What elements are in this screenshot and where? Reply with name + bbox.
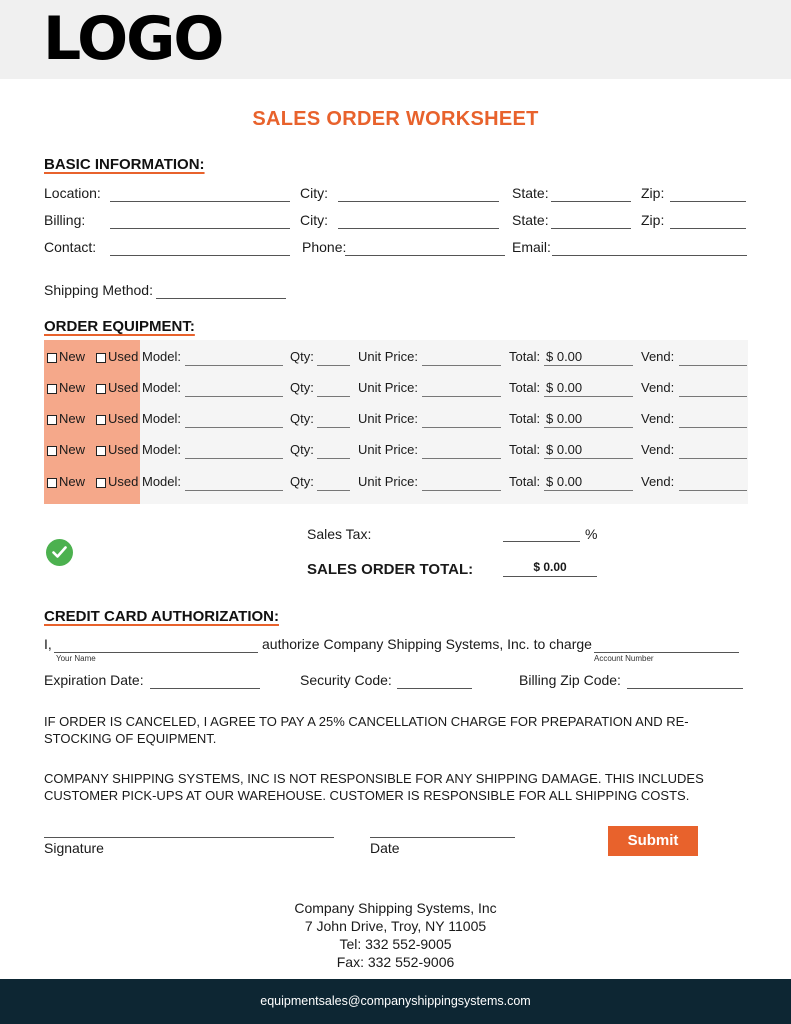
new-checkbox[interactable]	[47, 353, 57, 363]
row-total-underline	[544, 458, 633, 459]
submit-button[interactable]: Submit	[608, 826, 698, 856]
total-label: Total:	[509, 349, 541, 364]
vend-label: Vend:	[641, 442, 675, 457]
row-total-underline	[544, 490, 633, 491]
total-label: Total:	[509, 380, 541, 395]
new-label: New	[59, 474, 86, 489]
qty-label: Qty:	[290, 349, 314, 364]
used-label: Used	[108, 411, 139, 426]
model-input[interactable]	[185, 427, 283, 428]
cancellation-terms: IF ORDER IS CANCELED, I AGREE TO PAY A 25% CANCELLATION CHARGE FOR PREPARATION AND RE-STOCKING OF EQUIPMENT.	[44, 714, 689, 746]
your-name-input[interactable]	[54, 635, 258, 653]
billing-zip-input[interactable]	[670, 211, 746, 229]
unit-price-label: Unit Price:	[358, 349, 418, 364]
row-total-underline	[544, 427, 633, 428]
row-total-underline	[544, 396, 633, 397]
equipment-row	[44, 438, 748, 469]
shipping-method-input[interactable]	[156, 281, 286, 299]
billing-zip-code-input[interactable]	[627, 671, 743, 689]
location-zip-input[interactable]	[670, 184, 746, 202]
vend-input[interactable]	[679, 365, 747, 366]
model-input[interactable]	[185, 490, 283, 491]
used-label: Used	[108, 474, 139, 489]
zip-label: Zip:	[641, 212, 665, 228]
unit-price-label: Unit Price:	[358, 411, 418, 426]
model-label: Model:	[142, 474, 182, 489]
qty-input[interactable]	[317, 365, 350, 366]
your-name-caption: Your Name	[56, 654, 96, 663]
vend-label: Vend:	[641, 380, 675, 395]
equipment-row	[44, 376, 748, 407]
used-checkbox[interactable]	[96, 478, 106, 488]
new-label: New	[59, 442, 86, 457]
sales-order-total-value: $ 0.00	[533, 560, 567, 574]
shipping-method-label: Shipping Method:	[44, 282, 153, 298]
billing-input[interactable]	[110, 211, 290, 229]
new-checkbox[interactable]	[47, 446, 57, 456]
unit-price-input[interactable]	[422, 490, 501, 491]
basic-info-heading: BASIC INFORMATION:	[44, 156, 205, 173]
footer-email[interactable]: equipmentsales@companyshippingsystems.com	[260, 994, 531, 1008]
equipment-row	[44, 470, 748, 501]
used-checkbox[interactable]	[96, 384, 106, 394]
security-code-input[interactable]	[397, 671, 472, 689]
billing-city-input[interactable]	[338, 211, 499, 229]
used-checkbox[interactable]	[96, 446, 106, 456]
unit-price-input[interactable]	[422, 396, 501, 397]
model-label: Model:	[142, 349, 182, 364]
state-label: State:	[512, 185, 549, 201]
contact-input[interactable]	[110, 238, 290, 256]
model-label: Model:	[142, 411, 182, 426]
city-label: City:	[300, 185, 328, 201]
new-label: New	[59, 380, 86, 395]
credit-card-heading: CREDIT CARD AUTHORIZATION:	[44, 608, 279, 625]
email-label: Email:	[512, 239, 551, 255]
sales-order-total-label: SALES ORDER TOTAL:	[307, 561, 474, 578]
row-total-underline	[544, 365, 633, 366]
total-underline	[503, 576, 597, 577]
expiration-date-label: Expiration Date:	[44, 672, 144, 688]
expiration-date-input[interactable]	[150, 671, 260, 689]
check-icon	[46, 539, 73, 566]
equipment-row	[44, 345, 748, 376]
percent-sign: %	[585, 526, 598, 542]
phone-input[interactable]	[345, 238, 505, 256]
date-input[interactable]	[370, 820, 515, 838]
new-checkbox[interactable]	[47, 478, 57, 488]
vend-input[interactable]	[679, 396, 747, 397]
unit-price-label: Unit Price:	[358, 442, 418, 457]
row-total-value: $ 0.00	[546, 474, 583, 489]
qty-label: Qty:	[290, 474, 314, 489]
unit-price-label: Unit Price:	[358, 474, 418, 489]
used-label: Used	[108, 349, 139, 364]
billing-label: Billing:	[44, 212, 86, 228]
model-label: Model:	[142, 380, 182, 395]
email-input[interactable]	[552, 238, 747, 256]
city-label: City:	[300, 212, 328, 228]
vend-input[interactable]	[679, 458, 747, 459]
account-number-caption: Account Number	[594, 654, 654, 663]
footer-fax: Fax: 332 552-9006	[336, 954, 455, 970]
location-label: Location:	[44, 185, 101, 201]
unit-price-input[interactable]	[422, 365, 501, 366]
qty-input[interactable]	[317, 427, 350, 428]
contact-label: Contact:	[44, 239, 97, 255]
new-label: New	[59, 411, 86, 426]
row-total-value: $ 0.00	[546, 442, 583, 457]
total-label: Total:	[509, 442, 541, 457]
row-total-value: $ 0.00	[546, 380, 583, 395]
sales-tax-input[interactable]	[503, 524, 580, 542]
equipment-row	[44, 407, 748, 438]
qty-input[interactable]	[317, 458, 350, 459]
phone-label: Phone:	[302, 239, 347, 255]
location-state-input[interactable]	[551, 184, 631, 202]
footer-address: 7 John Drive, Troy, NY 11005	[304, 918, 487, 934]
footer-company: Company Shipping Systems, Inc	[294, 900, 497, 916]
date-label: Date	[370, 840, 400, 856]
unit-price-label: Unit Price:	[358, 380, 418, 395]
used-checkbox[interactable]	[96, 415, 106, 425]
authorize-text: authorize Company Shipping Systems, Inc. to charge	[262, 636, 592, 652]
i-label: I,	[44, 636, 52, 652]
location-city-input[interactable]	[338, 184, 499, 202]
page-title: SALES ORDER WORKSHEET	[252, 108, 539, 130]
location-input[interactable]	[110, 184, 290, 202]
qty-input[interactable]	[317, 490, 350, 491]
model-input[interactable]	[185, 396, 283, 397]
vend-label: Vend:	[641, 474, 675, 489]
zip-label: Zip:	[641, 185, 665, 201]
signature-input[interactable]	[44, 820, 334, 838]
used-checkbox[interactable]	[96, 353, 106, 363]
row-total-value: $ 0.00	[546, 349, 583, 364]
qty-label: Qty:	[290, 380, 314, 395]
vend-input[interactable]	[679, 427, 747, 428]
total-label: Total:	[509, 474, 541, 489]
vend-label: Vend:	[641, 349, 675, 364]
row-total-value: $ 0.00	[546, 411, 583, 426]
billing-zip-code-label: Billing Zip Code:	[519, 672, 621, 688]
qty-label: Qty:	[290, 411, 314, 426]
sales-tax-label: Sales Tax:	[307, 526, 372, 542]
unit-price-input[interactable]	[422, 458, 501, 459]
model-label: Model:	[142, 442, 182, 457]
vend-label: Vend:	[641, 411, 675, 426]
signature-label: Signature	[44, 840, 104, 856]
new-label: New	[59, 349, 86, 364]
used-label: Used	[108, 442, 139, 457]
new-checkbox[interactable]	[47, 415, 57, 425]
state-label: State:	[512, 212, 549, 228]
new-checkbox[interactable]	[47, 384, 57, 394]
model-input[interactable]	[185, 365, 283, 366]
qty-input[interactable]	[317, 396, 350, 397]
security-code-label: Security Code:	[300, 672, 392, 688]
shipping-terms: COMPANY SHIPPING SYSTEMS, INC IS NOT RESPONSIBLE FOR ANY SHIPPING DAMAGE. THIS INCLUDES CUSTOMER PICK-UPS AT OUR WAREHOUSE. CUSTOMER IS RESPONSIBLE FOR ALL SHIPPING COSTS.	[44, 771, 704, 803]
account-number-input[interactable]	[594, 635, 739, 653]
qty-label: Qty:	[290, 442, 314, 457]
unit-price-input[interactable]	[422, 427, 501, 428]
total-label: Total:	[509, 411, 541, 426]
order-equipment-heading: ORDER EQUIPMENT:	[44, 318, 195, 335]
logo: LOGO	[43, 4, 223, 74]
footer-tel: Tel: 332 552-9005	[339, 936, 452, 952]
vend-input[interactable]	[679, 490, 747, 491]
used-label: Used	[108, 380, 139, 395]
billing-state-input[interactable]	[551, 211, 631, 229]
model-input[interactable]	[185, 458, 283, 459]
